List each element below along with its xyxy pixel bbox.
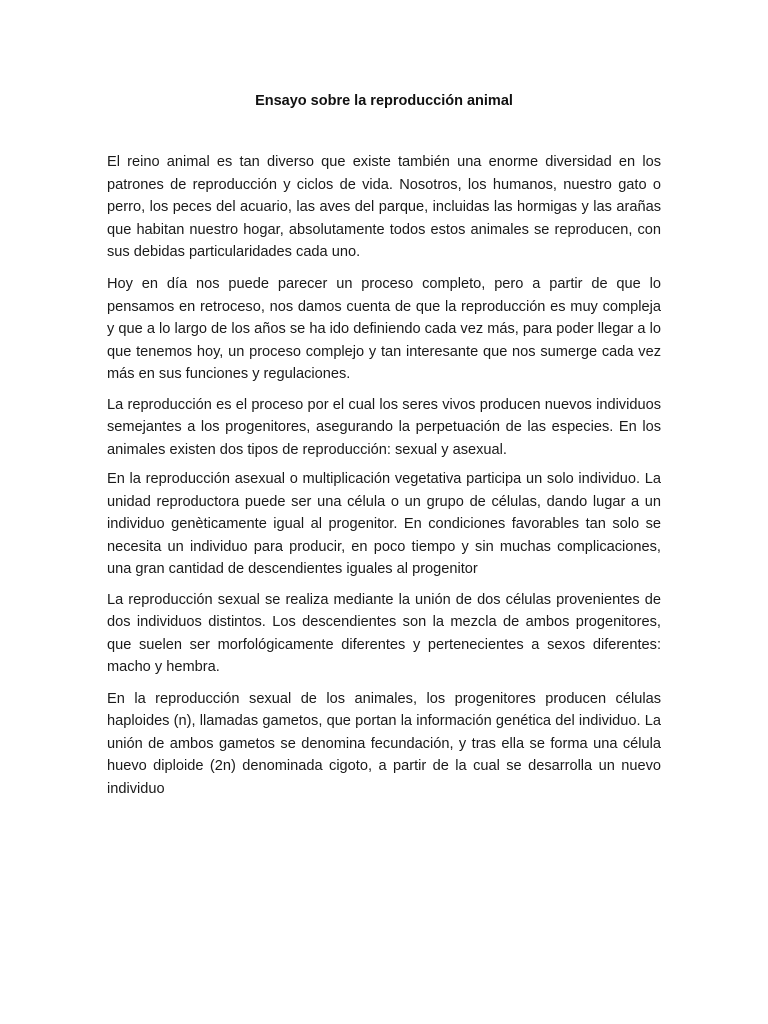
paragraph-2: Hoy en día nos puede parecer un proceso completo, pero a partir de que lo pensamos en retroceso, nos damos cuenta de que la reproducción es muy compleja y que a lo largo de los años se ha ido definiendo cada vez más, para poder llegar a lo que tenemos hoy, un proceso complejo y tan interesante que nos sumerge cada vez más en sus funciones y regulaciones. — [107, 276, 661, 382]
paragraph-3: La reproducción es el proceso por el cual los seres vivos producen nuevos individuos semejantes a los progenitores, asegurando la perpetuación de las especies. En los animales existen dos tipos de reproducción: sexual y asexual. — [107, 396, 661, 458]
paragraph-5: La reproducción sexual se realiza mediante la unión de dos células provenientes de dos individuos distintos. Los descendientes son la mezcla de ambos progenitores, que suelen ser morfológicamente diferentes y pertenecientes a sexos diferentes: macho y hembra. — [107, 591, 661, 675]
document-title: Ensayo sobre la reproducción animal — [255, 93, 513, 109]
paragraph-6: En la reproducción sexual de los animales, los progenitores producen células haploides (n), llamadas gametos, que portan la información genética del individuo. La unión de ambos gametos se denomina fecundación, y tras ella se forma una célula huevo diploide (2n) denominada cigoto, a partir de la cual se desarrolla un nuevo individuo — [107, 690, 661, 797]
document-body — [107, 151, 661, 810]
paragraph-4: En la reproducción asexual o multiplicación vegetativa participa un solo individuo. La unidad reproductora puede ser una célula o un grupo de células, dando lugar a un individuo genèticamente igual al progenitor. En condiciones favorables tan solo se necesita un individuo para producir, en poco tiempo y sin muchas complicaciones, una gran cantidad de descendientes iguales al progenitor — [107, 471, 661, 577]
paragraph-1: El reino animal es tan diverso que existe también una enorme diversidad en los patrones de reproducción y ciclos de vida. Nosotros, los humanos, nuestro gato o perro, los peces del acuario, las aves del parque, incluidas las hormigas y las arañas que habitan nuestro hogar, absolutamente todos estos animales se reproducen, con sus debidas particularidades cada uno. — [107, 154, 661, 260]
